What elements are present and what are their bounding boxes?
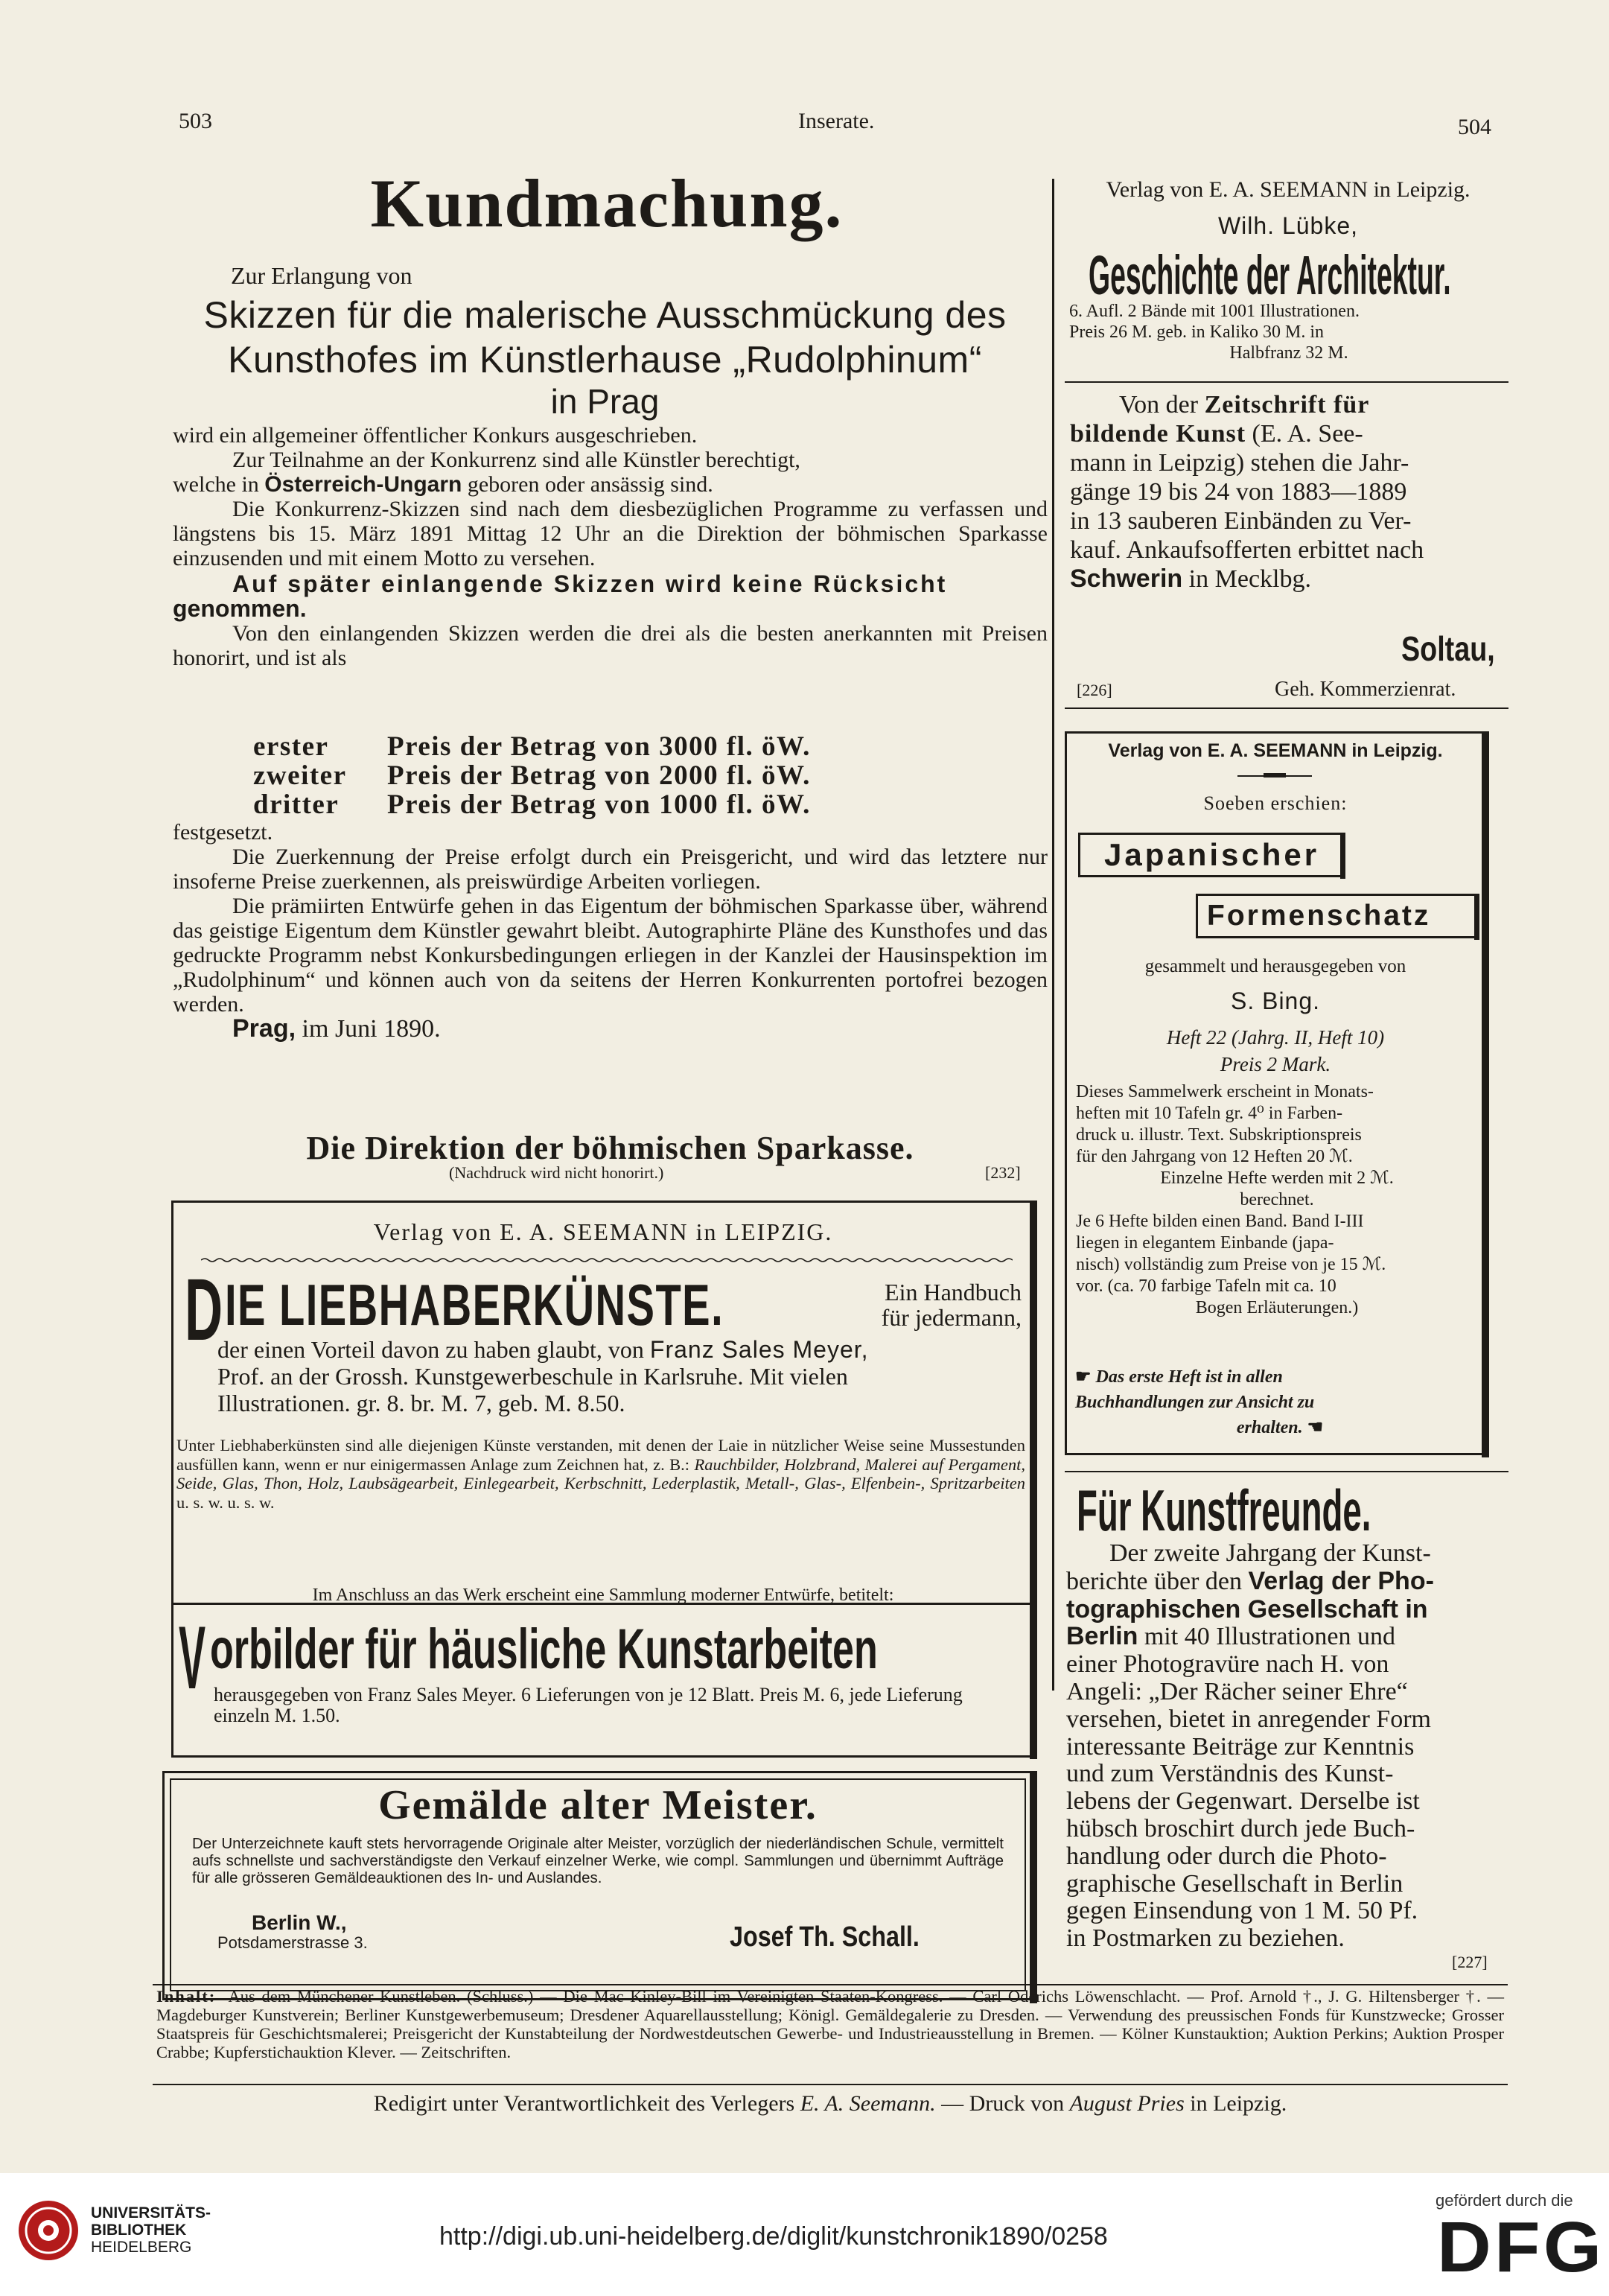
pointing-hand-left-icon: ☚ — [1307, 1418, 1324, 1437]
kund-p2a: Zur Teilnahme an der Konkurrenz sind alle Künstler berechtigt, — [232, 448, 800, 472]
vorbilder-box-shadow — [1030, 1594, 1037, 1759]
kund-ref: [232] — [985, 1163, 1021, 1182]
kund-warning-a: Auf später einlangende Skizzen wird keine Rücksicht — [232, 570, 948, 597]
prize-first: erster Preis der Betrag von 3000 fl. öW. — [253, 731, 811, 762]
kund-p5: festgesetzt. — [173, 820, 273, 845]
soltau-rank: Geh. Kommerzienrat. — [1275, 678, 1456, 701]
japan-price: Preis 2 Mark. — [1220, 1053, 1331, 1075]
kund-intro: Zur Erlangung von — [231, 262, 412, 289]
inhalt-top-rule — [153, 1984, 1508, 1985]
source-url[interactable]: http://digi.ub.uni-heidelberg.de/diglit/kunstchronik1890/0258 — [439, 2222, 1108, 2251]
kunstfreunde-rule — [1065, 1471, 1508, 1472]
gemaelde-dealer-name: Josef Th. Schall. — [730, 1921, 920, 1953]
running-title: Inserate. — [798, 109, 875, 133]
kund-p6: Die Zuerkennung der Preise erfolgt durch ein Preisgericht, und wird das letztere nur insoferne Preise zuerkennen, als preiswürdige Arbeiten vorliegen. — [173, 845, 1048, 894]
vorbilder-title: orbilder für häusliche Kunstarbeiten — [210, 1618, 878, 1681]
japan-editor: S. Bing. — [1230, 988, 1321, 1014]
kund-p3: Die Konkurrenz-Skizzen sind nach dem diesbezüglichen Programme zu verfassen und längstens bis 15. März 1891 Mittag 12 Uhr an die Direktion der böhmischen Sparkasse einzusenden und mit einem Motto zu versehen. — [173, 497, 1048, 570]
soltau-ref: [226] — [1077, 681, 1112, 699]
kund-body-2 — [173, 820, 1048, 1041]
kunstfreunde-ref: [227] — [1452, 1953, 1488, 1971]
library-name: UNIVERSITÄTS- BIBLIOTHEK HEIDELBERG — [91, 2204, 211, 2256]
kund-note: (Nachdruck wird nicht honorirt.) — [449, 1163, 664, 1182]
luebke-rule — [1065, 381, 1508, 383]
liebhaber-title: IE LIEBHABERKÜNSTE. — [225, 1272, 724, 1338]
kund-body — [173, 423, 1048, 670]
luebke-title: Geschichte der Architektur. — [1089, 244, 1451, 306]
liebhaber-publisher: Verlag von E. A. SEEMANN in LEIPZIG. — [373, 1218, 833, 1245]
vorbilder-initial-v: V — [179, 1608, 206, 1708]
liebhaber-wavy-rule — [201, 1253, 1013, 1259]
japan-closing: ☛ Das erste Heft ist in allen Buchhandlungen zur Ansicht zu erhalten. ☚ — [1075, 1367, 1324, 1437]
soltau-ad: Von der Zeitschrift für bildende Kunst (E. A. See- mann in Leipzig) stehen die Jahr- gänge 19 bis 24 von 1883—1889 in 13 sauberen Einbänden zu Ver- kauf. Ankaufsofferten erbittet nach Schwerin in Mecklbg. — [1070, 391, 1424, 593]
page-number-right: 504 — [1458, 115, 1491, 139]
japan-title-2: Formenschatz — [1196, 894, 1479, 938]
luebke-details: 6. Aufl. 2 Bände mit 1001 Illustrationen. Preis 26 M. geb. in Kaliko 30 M. in Halbfranz 32 M. — [1069, 302, 1360, 363]
liebhaber-annex: Im Anschluss an das Werk erscheint eine Sammlung moderner Entwürfe, betitelt: — [312, 1586, 894, 1605]
gemaelde-box-shadow — [1030, 1771, 1037, 2003]
luebke-publisher: Verlag von E. A. SEEMANN in Leipzig. — [1106, 177, 1471, 202]
liebhaber-initial-d: D — [185, 1261, 223, 1359]
kund-p1: wird ein allgemeiner öffentlicher Konkurs ausgeschrieben. — [173, 423, 698, 448]
gemaelde-body: Der Unterzeichnete kauft stets hervorragende Originale alter Meister, vorzüglich der niederländischen Schule, vermittelt aufs schnellste und sachverständigste den Verkauf einzelner Werke, wie compl. Sammlungen und übernimmt Aufträge für alle grösseren Gemäldeauktionen des In- und Auslandes. — [192, 1835, 1004, 1886]
gemaelde-city: Berlin W., — [252, 1911, 347, 1934]
japan-publisher: Verlag von E. A. SEEMANN in Leipzig. — [1108, 740, 1443, 761]
japan-soeben: Soeben erschien: — [1203, 792, 1348, 814]
inhalt-contents: Inhalt: Aus dem Münchener Kunstleben. (Schluss.) — Die Mac Kinley-Bill im Vereinigten Staaten-Kongress. — Carl Oderichs Löwenschlacht. — Prof. Arnold †., J. G. Hiltensberger †. — Magdeburger Kunstverein; Berliner Kunstgewerbemuseum; Dresdener Aquarellausstellung; Königl. Gemäldegalerie zu Dresden. — Verwendung des preussischen Fonds für Kunstzwecke; Grosser Staatspreis für Geschichtsmalerei; Preisgericht der Kunstabteilung der Nordwestdeutschen Gewerbe- und Industrieausstellung in Bremen. — Kölner Kunstauktion; Auktion Perkins; Auktion Prosper Crabbe; Kupferstichauktion Klever. — Zeitschriften. — [156, 1987, 1504, 2061]
kund-place: Prag, im Juni 1890. — [232, 1014, 441, 1043]
funding-note: gefördert durch die — [1436, 2191, 1573, 2210]
kund-p4: Von den einlangenden Skizzen werden die drei als die besten anerkannten mit Preisen honorirt, und ist als — [173, 621, 1048, 670]
kund-p2b: welche in Österreich-Ungarn geboren oder ansässig sind. — [173, 472, 713, 497]
prize-second: zweiter Preis der Betrag von 2000 fl. öW. — [253, 760, 811, 791]
japan-box-shadow — [1482, 731, 1489, 1457]
liebhaber-handbook: Ein Handbuch für jedermann, — [881, 1279, 1022, 1331]
kund-p7: Die prämiirten Entwürfe gehen in das Eigentum der böhmischen Sparkasse über, während das geistige Eigentum dem Künstler gewahrt bleibt. Autographirte Pläne des Kunsthofes und das gedruckte Programm nebst Konkursbedingungen erliegen in der Kanzlei der Hausinspektion im „Rudolphinum“ und können auch von da seitens der Herren Konkurrenten portofrei bezogen werden. — [173, 894, 1048, 1017]
page-number-left: 503 — [179, 109, 212, 133]
gemaelde-street: Potsdamerstrasse 3. — [217, 1933, 368, 1952]
kund-subject-line1: Skizzen für die malerische Ausschmückung des — [203, 294, 1007, 336]
japan-title-1-shadow — [1340, 833, 1345, 879]
pointing-hand-icon: ☛ — [1075, 1367, 1092, 1387]
japan-collected: gesammelt und herausgegeben von — [1144, 956, 1406, 976]
japan-title-2-shadow — [1474, 894, 1479, 940]
gemaelde-title: Gemälde alter Meister. — [378, 1782, 818, 1828]
kunstfreunde-title: Für Kunstfreunde. — [1077, 1478, 1371, 1543]
luebke-author: Wilh. Lübke, — [1217, 212, 1359, 239]
kund-subject-line2: Kunsthofes im Künstlerhause „Rudolphinum“ — [228, 339, 982, 381]
japan-details: Dieses Sammelwerk erscheint in Monats- heften mit 10 Tafeln gr. 4⁰ in Farben- druck u. illustr. Text. Subskriptionspreis für den Jahrgang von 12 Heften 20 ℳ. Einzelne Hefte werden mit 2 ℳ. berechnet. Je 6 Hefte bilden einen Band. Band I-III liegen in elegantem Einbande (japa- nisch) vollständig zum Preise von je 15 ℳ. vor. (ca. 70 farbige Tafeln mit ca. 10 Bogen Erläuterungen.) — [1076, 1082, 1394, 1317]
japan-ornament-center — [1264, 773, 1286, 777]
kund-title: Kundmachung. — [370, 165, 844, 241]
inhalt-bottom-rule — [153, 2084, 1508, 2085]
kund-signature: Die Direktion der böhmischen Sparkasse. — [306, 1130, 914, 1166]
liebhaber-box-shadow — [1030, 1201, 1037, 1607]
liebhaber-desc-small: Unter Liebhaberkünsten sind alle diejenigen Künste verstanden, mit denen der Laie in nützlicher Weise seine Mussestunden ausfüllen kann, wenn er nur einigermassen Anlage zum Zeichnen hat, z. B.: Rauchbilder, Holzbrand, Malerei auf Pergament, Seide, Glas, Thon, Holz, Laubsägearbeit, Einlegearbeit, Kerbschnitt, Lederplastik, Metall-, Glas-, Elfenbein-, Spritzarbeiten u. s. w. u. s. w. — [176, 1436, 1025, 1512]
column-divider — [1052, 179, 1054, 1691]
prize-third: dritter Preis der Betrag von 1000 fl. öW. — [253, 789, 811, 820]
soltau-name: Soltau, — [1401, 629, 1495, 668]
dfg-logo: DFG — [1437, 2207, 1605, 2287]
kund-warning-b: genommen. — [173, 595, 307, 622]
liebhaber-description-main: der einen Vorteil davon zu haben glaubt, von Franz Sales Meyer, Prof. an der Grossh. Kunstgewerbeschule in Karlsruhe. Mit vielen Illustrationen. gr. 8. br. M. 7, geb. M. 8.50. — [217, 1336, 869, 1416]
kunstfreunde-body: Der zweite Jahrgang der Kunst- berichte über den Verlag der Pho- tographischen Gesellschaft in Berlin mit 40 Illustrationen und einer Photogravüre nach H. von Angeli: „Der Rächer seiner Ehre“ versehen, bietet in anregender Form interessante Beiträge zur Kenntnis und zum Verständnis des Kunst- lebens der Gegenwart. Derselbe ist hübsch broschirt durch jede Buch- handlung oder durch die Photo- graphische Gesellschaft in Berlin gegen Einsendung von 1 M. 50 Pf. in Postmarken zu beziehen. — [1066, 1539, 1434, 1953]
vorbilder-foot: herausgegeben von Franz Sales Meyer. 6 Lieferungen von je 12 Blatt. Preis M. 6, jede Lieferung einzeln M. 1.50. — [214, 1684, 963, 1726]
kund-subject-line3: in Prag — [550, 382, 660, 421]
library-seal-icon — [15, 2197, 82, 2264]
japan-heft: Heft 22 (Jahrg. II, Heft 10) — [1166, 1026, 1385, 1049]
prize-list — [253, 732, 998, 819]
japan-title-1: Japanischer — [1078, 833, 1345, 877]
imprint: Redigirt unter Verantwortlichkeit des Verlegers E. A. Seemann. — Druck von August Pries in Leipzig. — [373, 2091, 1287, 2116]
soltau-rule — [1065, 707, 1508, 709]
